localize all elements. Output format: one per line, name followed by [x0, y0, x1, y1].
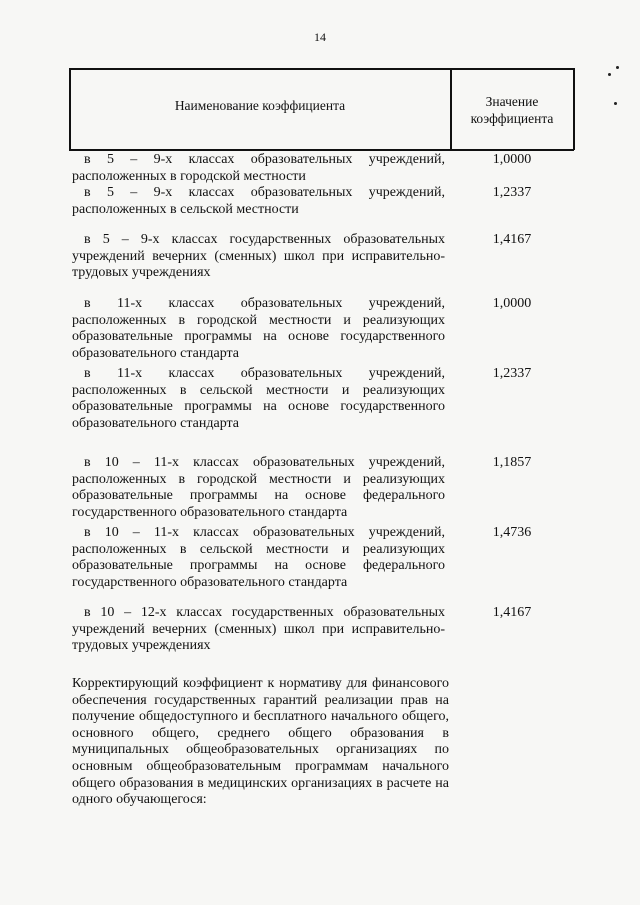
table-right-border [573, 68, 575, 150]
table-row-value: 1,4167 [492, 605, 532, 620]
header-value-line-2: коэффициента [470, 111, 554, 126]
header-value-line-1: Значение [485, 94, 539, 109]
page-number: 14 [314, 30, 326, 44]
table-row-text: в 5 – 9-х классах образовательных учреждений, расположенных в городской местности [72, 152, 445, 184]
table-row-text: в 11-х классах образовательных учреждений, расположенных в городской местности и реализующих образовательные программы на основе государственного образовательного стандарта [72, 296, 445, 361]
table-row-text: в 5 – 9-х классах образовательных учреждений, расположенных в сельской местности [72, 185, 445, 217]
scan-speck [616, 66, 619, 69]
table-row-value: 1,2337 [492, 366, 532, 381]
scan-speck [608, 73, 611, 76]
table-row-value: 1,1857 [492, 455, 532, 470]
table-header-bottom-border [69, 149, 574, 151]
table-row-text: в 10 – 11-х классах образовательных учреждений, расположенных в сельской местности и реализующих образовательные программы на основе федерального государственного образовательного стандарта [72, 525, 445, 590]
correction-coefficient-paragraph: Корректирующий коэффициент к нормативу для финансового обеспечения государственных гарантий реализации прав на получение общедоступного и бесплатного начального общего, основного общего, среднего общего образования в муниципальных общеобразовательных организациях по основным общеобразовательным программам начального общего образования в медицинских организациях в расчете на одного обучающегося: [72, 676, 449, 808]
table-row-value: 1,0000 [492, 296, 532, 311]
scan-speck [614, 102, 617, 105]
table-row-value: 1,4736 [492, 525, 532, 540]
table-top-border [69, 68, 574, 70]
header-coefficient-value [452, 93, 572, 127]
table-row-text: в 10 – 12-х классах государственных образовательных учреждений вечерних (сменных) школ при исправительно-трудовых учреждениях [72, 605, 445, 654]
table-row-text: в 5 – 9-х классах государственных образовательных учреждений вечерних (сменных) школ при исправительно-трудовых учреждениях [72, 232, 445, 281]
table-row-text: в 11-х классах образовательных учреждений, расположенных в сельской местности и реализующих образовательные программы на основе государственного образовательного стандарта [72, 366, 445, 431]
table-row-text: в 10 – 11-х классах образовательных учреждений, расположенных в городской местности и реализующих образовательные программы на основе федерального государственного образовательного стандарта [72, 455, 445, 520]
table-row-value: 1,0000 [492, 152, 532, 167]
header-coefficient-name: Наименование коэффициента [174, 98, 346, 113]
table-row-value: 1,2337 [492, 185, 532, 200]
table-row-value: 1,4167 [492, 232, 532, 247]
